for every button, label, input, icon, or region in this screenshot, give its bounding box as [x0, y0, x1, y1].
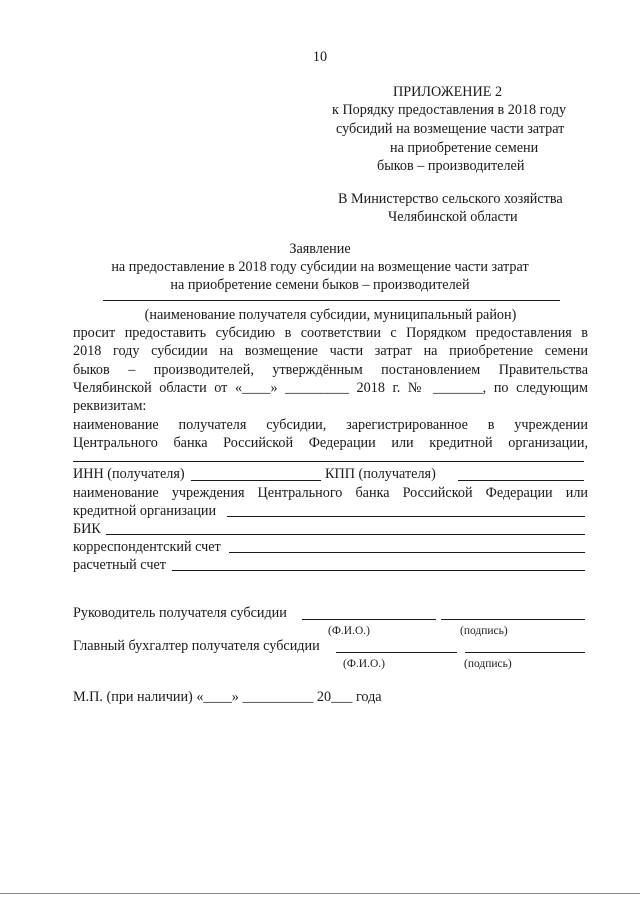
- fio-caption: (Ф.И.О.): [328, 625, 370, 637]
- body-line: реквизитам:: [73, 398, 147, 414]
- inn-label: ИНН (получателя): [73, 466, 185, 482]
- body-line: просит предоставить субсидию в соответствии с Порядком предоставления в: [73, 325, 588, 341]
- body-line: быков – производителей, утверждённым постановлением Правительства: [73, 362, 588, 378]
- appendix-line: к Порядку предоставления в 2018 году: [332, 102, 567, 118]
- page-number: 10: [312, 49, 328, 65]
- document-title: Заявление: [289, 241, 351, 257]
- body-line: наименование получателя субсидии, зарегистрированное в учреждении: [73, 417, 588, 433]
- head-signature-field[interactable]: [441, 619, 585, 620]
- inn-field[interactable]: [191, 480, 321, 481]
- page-bottom-edge: [0, 893, 640, 894]
- bank-registration-line[interactable]: [73, 461, 584, 462]
- document-subtitle: на приобретение семени быков – производителей: [170, 277, 470, 293]
- recipient-name-line[interactable]: [103, 300, 560, 301]
- stamp-date-line: М.П. (при наличии) «____» __________ 20___ года: [73, 689, 382, 705]
- signature-caption: (подпись): [460, 625, 508, 637]
- recipient-caption: (наименование получателя субсидии, муниципальный район): [144, 307, 517, 323]
- head-signature-label: Руководитель получателя субсидии: [73, 605, 287, 621]
- bik-label: БИК: [73, 521, 101, 537]
- appendix-line: на приобретение семени: [390, 140, 539, 156]
- bank-label: наименование учреждения Центрального банка Российской Федерации или: [73, 485, 588, 501]
- appendix-title: ПРИЛОЖЕНИЕ 2: [393, 84, 503, 100]
- appendix-line: субсидий на возмещение части затрат: [336, 121, 565, 137]
- bik-field[interactable]: [106, 534, 585, 535]
- addressee-line: Челябинской области: [388, 209, 518, 225]
- kpp-label: КПП (получателя): [325, 466, 436, 482]
- accountant-fio-field[interactable]: [336, 652, 457, 653]
- kpp-field[interactable]: [458, 480, 584, 481]
- document-subtitle: на предоставление в 2018 году субсидии на возмещение части затрат: [111, 259, 529, 275]
- addressee-line: В Министерство сельского хозяйства: [338, 191, 563, 207]
- accountant-signature-field[interactable]: [465, 652, 585, 653]
- signature-caption: (подпись): [464, 658, 512, 670]
- bank-name-field[interactable]: [227, 516, 585, 517]
- accountant-signature-label: Главный бухгалтер получателя субсидии: [73, 638, 320, 654]
- appendix-line: быков – производителей: [377, 158, 525, 174]
- head-fio-field[interactable]: [302, 619, 436, 620]
- settlement-account-field[interactable]: [172, 570, 585, 571]
- body-line: 2018 году субсидии на возмещение части затрат на приобретение семени: [73, 343, 588, 359]
- body-line: Челябинской области от «____» _________ 2018 г. № _______, по следующим: [73, 380, 588, 396]
- correspondent-account-label: корреспондентский счет: [73, 539, 221, 555]
- body-line: Центрального банка Российской Федерации или кредитной организации,: [73, 435, 588, 451]
- settlement-account-label: расчетный счет: [73, 557, 166, 573]
- bank-label-cont: кредитной организации: [73, 503, 217, 519]
- correspondent-account-field[interactable]: [229, 552, 585, 553]
- fio-caption: (Ф.И.О.): [343, 658, 385, 670]
